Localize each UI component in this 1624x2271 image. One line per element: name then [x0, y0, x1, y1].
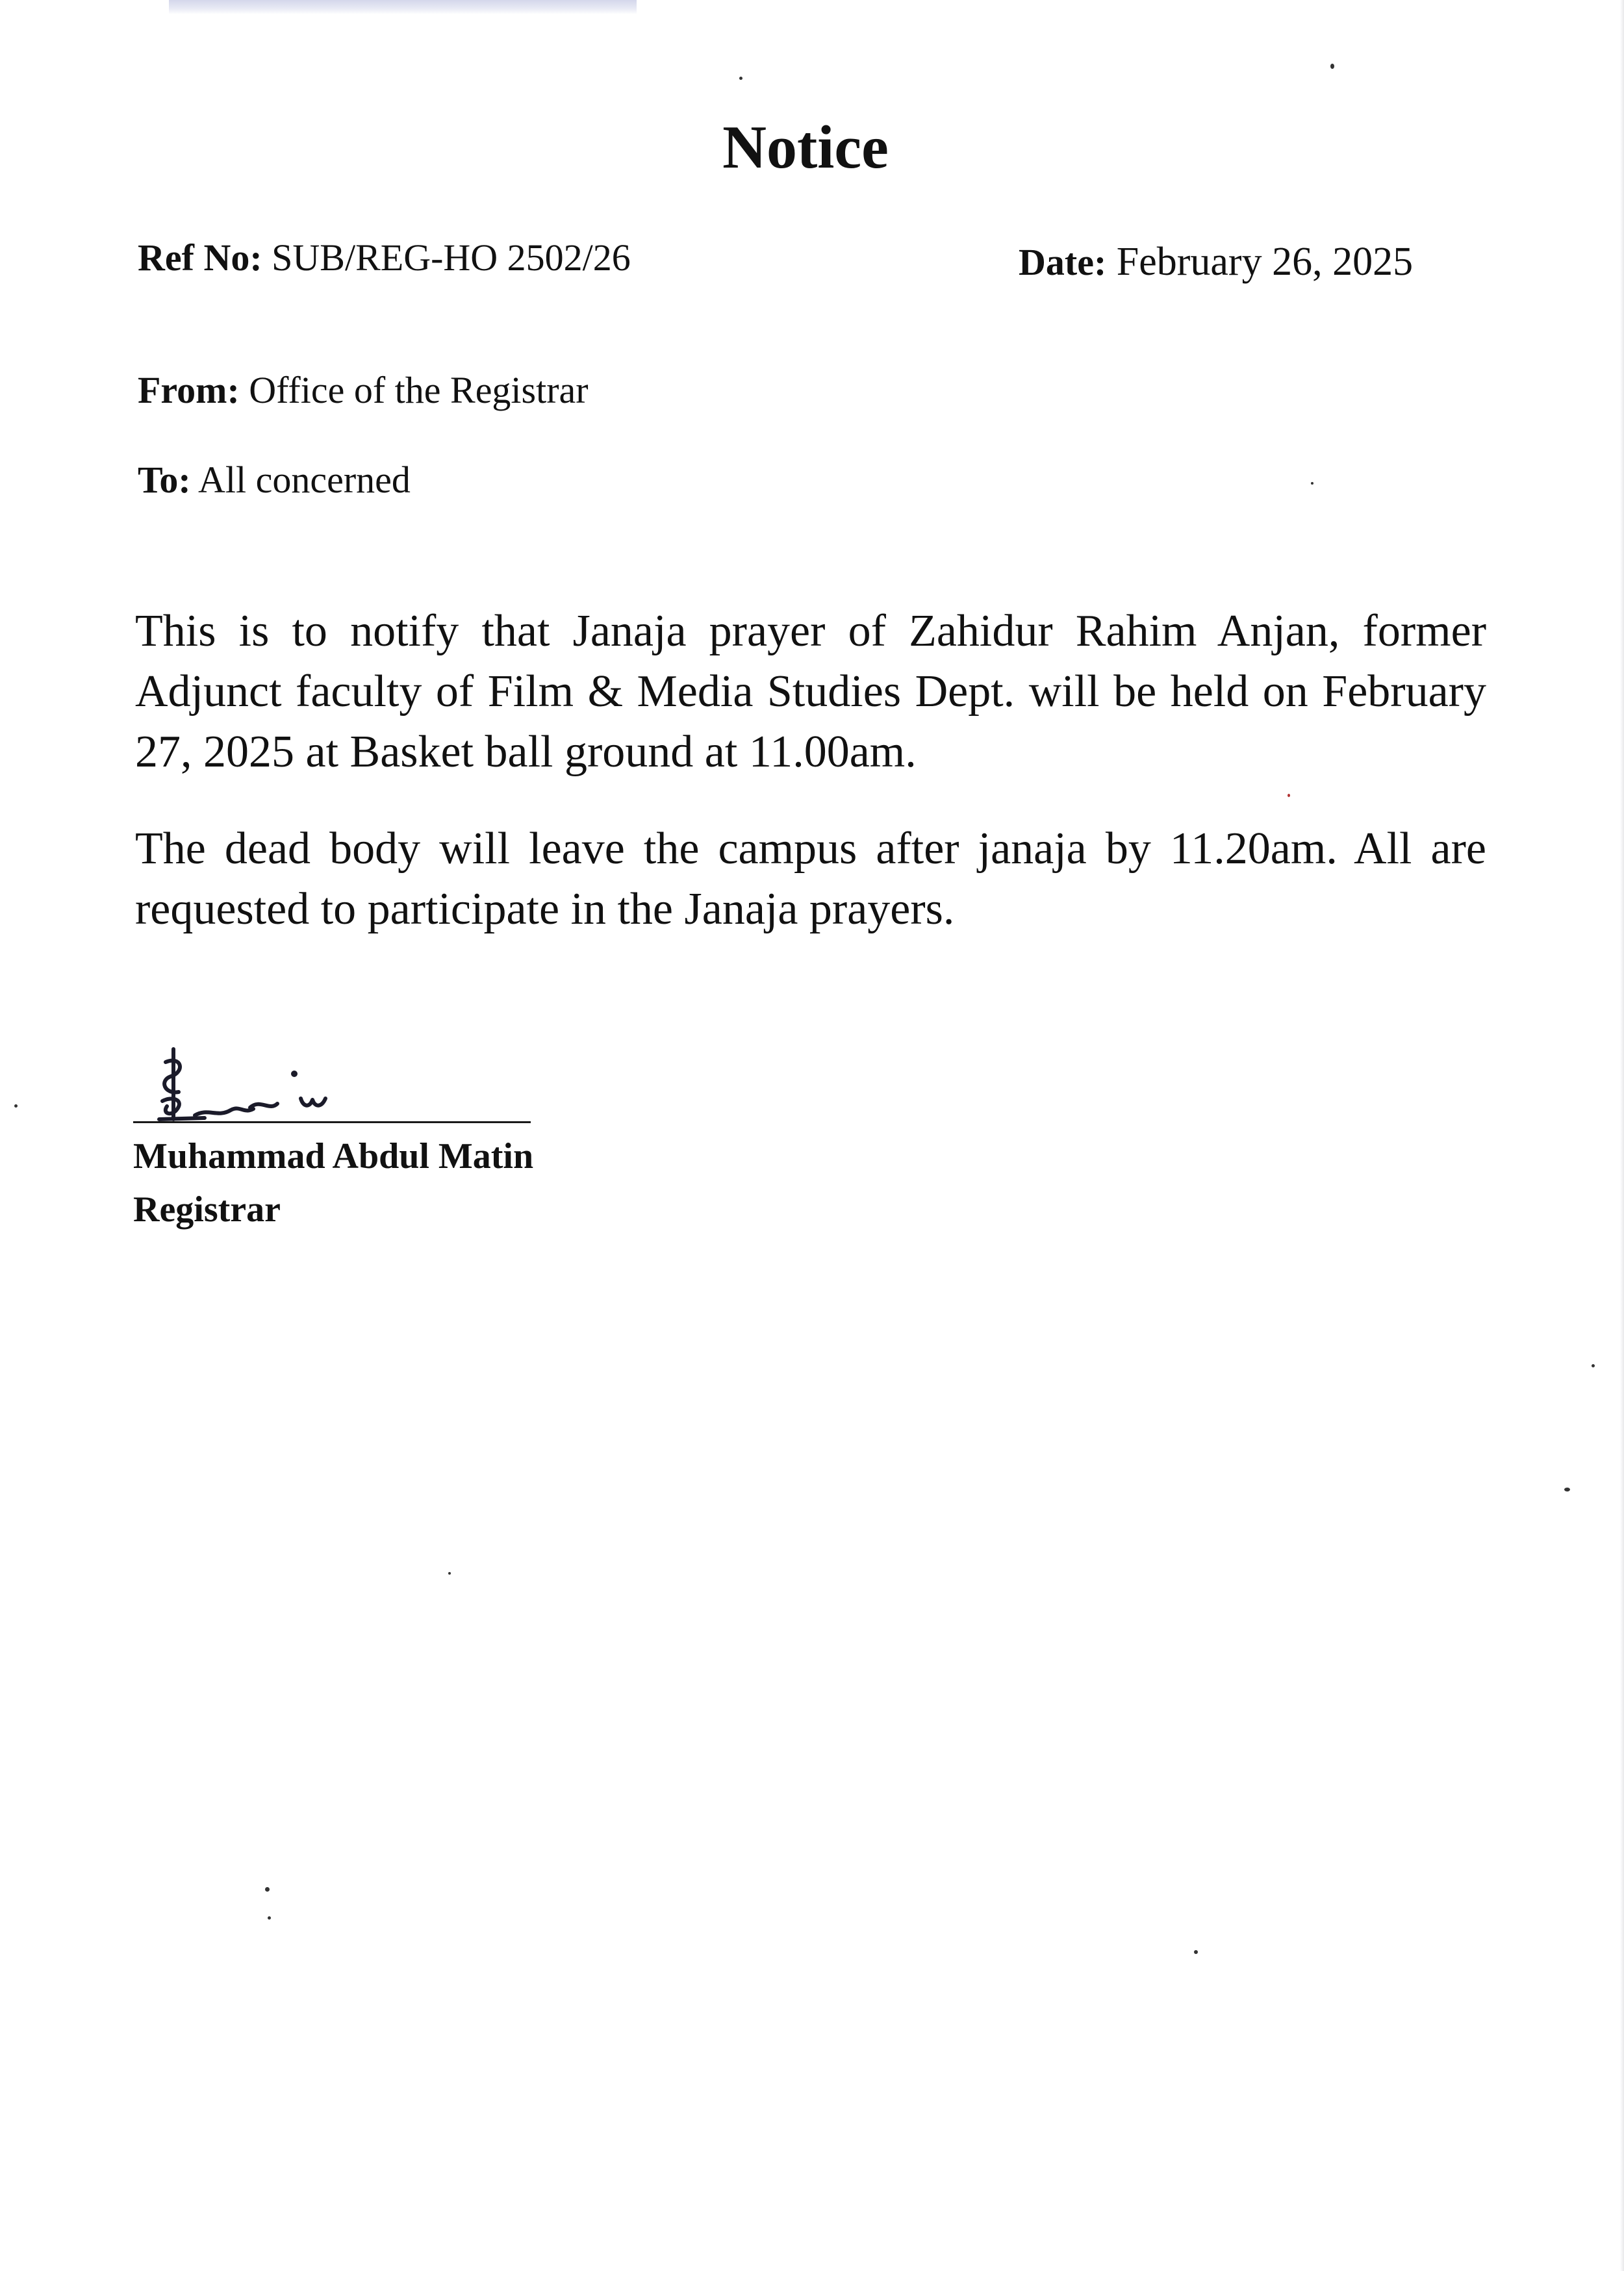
ref-value: SUB/REG-HO 2502/26: [272, 236, 631, 279]
from-label: From:: [138, 369, 240, 411]
notice-date: [1019, 242, 1413, 282]
page-title: Notice: [722, 114, 889, 181]
scan-speck: [268, 1916, 271, 1920]
to-value: All concerned: [198, 459, 411, 501]
scan-speck: [1330, 64, 1334, 69]
scan-speck: [1194, 1950, 1198, 1954]
ref-label: Ref No:: [138, 236, 262, 279]
scan-speck: [739, 77, 742, 80]
scan-speck: [448, 1572, 451, 1575]
signer-title: Registrar: [133, 1189, 281, 1230]
scan-edge-right: [1620, 0, 1624, 2271]
from-line: [138, 369, 589, 411]
from-value: Office of the Registrar: [249, 369, 589, 411]
scan-speck: [265, 1887, 270, 1892]
handwritten-signature: [133, 1036, 536, 1134]
signature-line: [133, 1121, 531, 1123]
body-paragraph-2: The dead body will leave the campus after janaja by 11.20am. All are requested to participate in the Janaja prayers.: [135, 824, 1486, 934]
signer-name: Muhammad Abdul Matin: [133, 1136, 534, 1176]
to-label: To:: [138, 459, 191, 501]
scan-speck: [1592, 1364, 1595, 1367]
ref-number: [138, 236, 631, 279]
body-paragraph-1: This is to notify that Janaja prayer of Zahidur Rahim Anjan, former Adjunct faculty of Film & Media Studies Dept. will be held on February 27, 2025 at Basket ball ground at 11.00am.: [135, 606, 1486, 777]
scan-speck: [1564, 1488, 1570, 1491]
scan-speck: [1288, 794, 1290, 797]
date-label: Date:: [1019, 241, 1107, 283]
scan-edge-top: [169, 0, 637, 14]
scan-speck: [1311, 482, 1313, 485]
scan-speck: [14, 1104, 18, 1108]
date-value: February 26, 2025: [1116, 240, 1414, 284]
to-line: [138, 461, 411, 499]
